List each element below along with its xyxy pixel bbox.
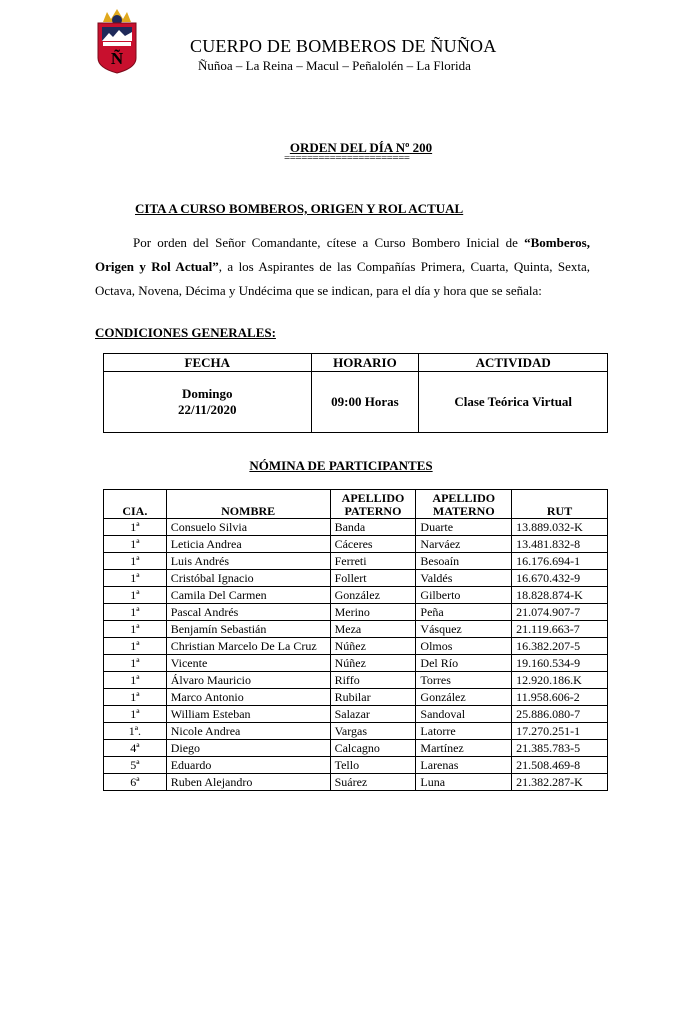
cia-cell: 1ª (104, 553, 167, 570)
conditions-row (104, 372, 608, 433)
materno-cell: Olmos (416, 638, 512, 655)
cia-cell: 1ª (104, 604, 167, 621)
fire-department-logo (95, 8, 139, 74)
table-row (104, 757, 608, 774)
cia-cell: 1ª (104, 536, 167, 553)
rut-cell: 16.176.694-1 (512, 553, 608, 570)
cia-cell: 1ª (104, 570, 167, 587)
table-row (104, 570, 608, 587)
nombre-cell: Christian Marcelo De La Cruz (166, 638, 330, 655)
materno-cell: Narváez (416, 536, 512, 553)
cita-text-1: Por orden del Señor Comandante, cítese a Curso Bombero Inicial de (133, 235, 525, 250)
materno-cell: Duarte (416, 519, 512, 536)
conditions-table (103, 353, 608, 433)
organization-communes: Ñuñoa – La Reina – Macul – Peñalolén – La Florida (198, 58, 471, 73)
nombre-cell: Eduardo (166, 757, 330, 774)
header-fecha: FECHA (104, 354, 312, 372)
nombre-cell: Camila Del Carmen (166, 587, 330, 604)
paterno-cell: Cáceres (330, 536, 416, 553)
materno-cell: Besoaín (416, 553, 512, 570)
nombre-cell: Álvaro Mauricio (166, 672, 330, 689)
rut-cell: 21.382.287-K (512, 774, 608, 791)
cia-cell: 1ª (104, 706, 167, 723)
svg-text:Ñ: Ñ (110, 49, 124, 68)
nombre-cell: Leticia Andrea (166, 536, 330, 553)
participants-table (103, 489, 608, 791)
rut-cell: 13.481.832-8 (512, 536, 608, 553)
nombre-cell: Vicente (166, 655, 330, 672)
fecha-day: Domingo (181, 386, 233, 401)
table-row (104, 638, 608, 655)
rut-cell: 16.670.432-9 (512, 570, 608, 587)
header-actividad: ACTIVIDAD (419, 354, 608, 372)
header-rut: RUT (512, 490, 608, 519)
rut-cell: 21.385.783-5 (512, 740, 608, 757)
table-row (104, 536, 608, 553)
table-row (104, 706, 608, 723)
materno-cell: Martínez (416, 740, 512, 757)
materno-cell: Del Río (416, 655, 512, 672)
cia-cell: 4ª (104, 740, 167, 757)
rut-cell: 17.270.251-1 (512, 723, 608, 740)
cita-paragraph (95, 231, 590, 303)
paterno-cell: González (330, 587, 416, 604)
table-row (104, 723, 608, 740)
course-name: “Bomberos, Origen y Rol Actual” (95, 235, 590, 274)
materno-cell: Torres (416, 672, 512, 689)
cia-cell: 1ª (104, 638, 167, 655)
rut-cell: 25.886.080-7 (512, 706, 608, 723)
order-title-text: ORDEN DEL DÍA Nº 200 (289, 140, 433, 155)
cia-cell: 1ª. (104, 723, 167, 740)
organization-name: CUERPO DE BOMBEROS DE ÑUÑOA (190, 36, 497, 56)
participants-heading-text: NÓMINA DE PARTICIPANTES (249, 458, 433, 473)
paterno-cell: Riffo (330, 672, 416, 689)
header-nombre: NOMBRE (166, 490, 330, 519)
cita-heading: CITA A CURSO BOMBEROS, ORIGEN Y ROL ACTUAL (135, 201, 464, 216)
nombre-cell: Marco Antonio (166, 689, 330, 706)
nombre-cell: Nicole Andrea (166, 723, 330, 740)
table-row (104, 587, 608, 604)
fecha-date: 22/11/2020 (177, 402, 237, 417)
paterno-cell: Tello (330, 757, 416, 774)
table-row (104, 655, 608, 672)
paterno-cell: Núñez (330, 655, 416, 672)
materno-cell: González (416, 689, 512, 706)
rut-cell: 12.920.186.K (512, 672, 608, 689)
table-row (104, 604, 608, 621)
rut-cell: 11.958.606-2 (512, 689, 608, 706)
materno-cell: Gilberto (416, 587, 512, 604)
cita-text-2: , a los Aspirantes de las Compañías Primera, Cuarta, Quinta, Sexta, Octava, Novena, Décima y Undécima que se indican, para el día y hora que se señala: (95, 259, 590, 298)
materno-cell: Luna (416, 774, 512, 791)
paterno-cell: Salazar (330, 706, 416, 723)
paterno-cell: Calcagno (330, 740, 416, 757)
materno-cell: Latorre (416, 723, 512, 740)
materno-cell: Larenas (416, 757, 512, 774)
paterno-cell: Núñez (330, 638, 416, 655)
paterno-cell: Follert (330, 570, 416, 587)
paterno-cell: Suárez (330, 774, 416, 791)
table-row (104, 689, 608, 706)
conditions-heading: CONDICIONES GENERALES: (95, 325, 276, 340)
cia-cell: 5ª (104, 757, 167, 774)
nombre-cell: William Esteban (166, 706, 330, 723)
nombre-cell: Pascal Andrés (166, 604, 330, 621)
table-row (104, 519, 608, 536)
paterno-cell: Ferreti (330, 553, 416, 570)
nombre-cell: Benjamín Sebastián (166, 621, 330, 638)
cia-cell: 1ª (104, 689, 167, 706)
cia-cell: 6ª (104, 774, 167, 791)
paterno-cell: Rubilar (330, 689, 416, 706)
paterno-cell: Vargas (330, 723, 416, 740)
rut-cell: 19.160.534-9 (512, 655, 608, 672)
rut-cell: 18.828.874-K (512, 587, 608, 604)
participants-body (104, 519, 608, 791)
cia-cell: 1ª (104, 519, 167, 536)
fecha-cell (104, 372, 312, 433)
order-title-rule: ====================== (284, 152, 410, 164)
header-horario: HORARIO (311, 354, 419, 372)
cia-cell: 1ª (104, 587, 167, 604)
materno-cell: Peña (416, 604, 512, 621)
actividad-cell: Clase Teórica Virtual (419, 372, 608, 433)
cia-cell: 1ª (104, 672, 167, 689)
header-cia: CIA. (104, 490, 167, 519)
rut-cell: 21.508.469-8 (512, 757, 608, 774)
table-row (104, 553, 608, 570)
participants-heading (0, 458, 680, 474)
table-row (104, 740, 608, 757)
paterno-cell: Banda (330, 519, 416, 536)
materno-cell: Sandoval (416, 706, 512, 723)
paterno-cell: Meza (330, 621, 416, 638)
nombre-cell: Luis Andrés (166, 553, 330, 570)
table-row (104, 621, 608, 638)
horario-cell: 09:00 Horas (311, 372, 419, 433)
nombre-cell: Cristóbal Ignacio (166, 570, 330, 587)
table-row (104, 774, 608, 791)
cia-cell: 1ª (104, 655, 167, 672)
conditions-header-row (104, 354, 608, 372)
table-row (104, 672, 608, 689)
rut-cell: 16.382.207-5 (512, 638, 608, 655)
cia-cell: 1ª (104, 621, 167, 638)
rut-cell: 21.074.907-7 (512, 604, 608, 621)
header-paterno: APELLIDO PATERNO (330, 490, 416, 519)
participants-header-row (104, 490, 608, 519)
rut-cell: 21.119.663-7 (512, 621, 608, 638)
nombre-cell: Diego (166, 740, 330, 757)
materno-cell: Valdés (416, 570, 512, 587)
paterno-cell: Merino (330, 604, 416, 621)
nombre-cell: Consuelo Silvia (166, 519, 330, 536)
nombre-cell: Ruben Alejandro (166, 774, 330, 791)
materno-cell: Vásquez (416, 621, 512, 638)
rut-cell: 13.889.032-K (512, 519, 608, 536)
header-materno: APELLIDO MATERNO (416, 490, 512, 519)
